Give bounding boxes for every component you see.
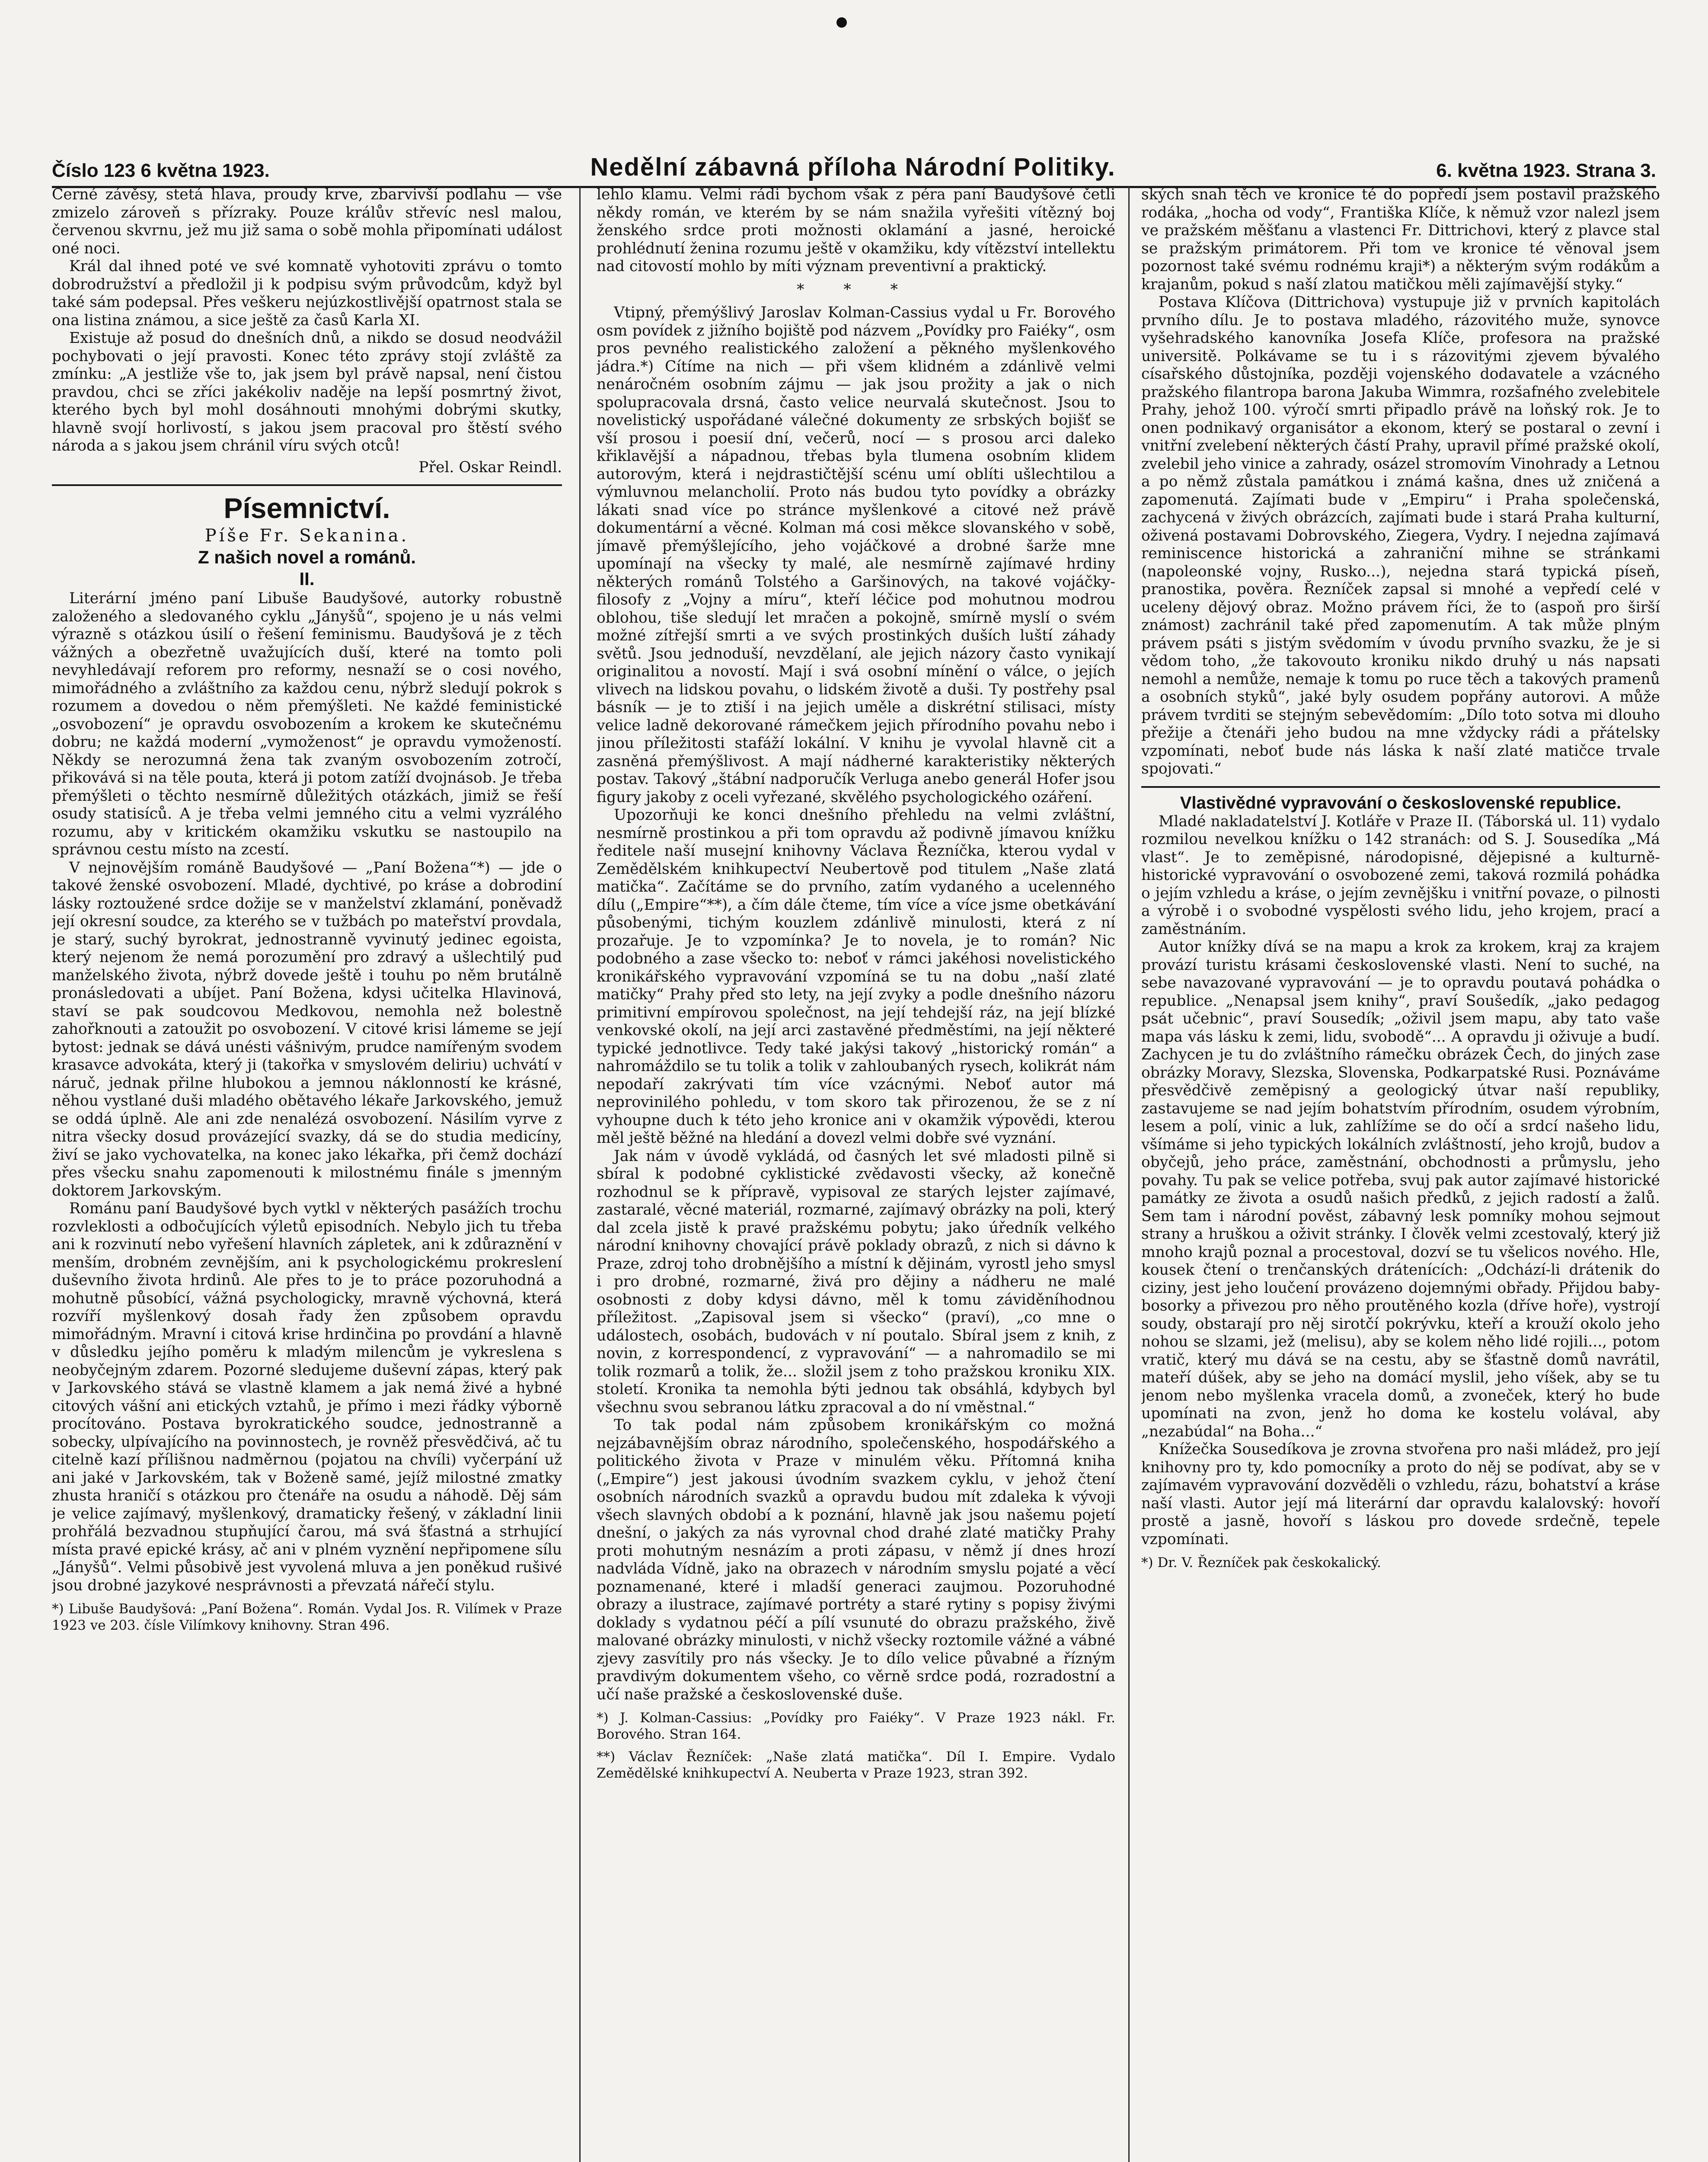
footnote: *) J. Kolman-Cassius: „Povídky pro Faiéky“. V Praze 1923 nákl. Fr. Borového. Stran 164. bbox=[597, 1710, 1115, 1742]
paragraph: To tak podal nám způsobem kronikářským co možná nejzábavnějším obraz národního, společenského, hospodářského a politického života v Praze v minulém věku. Přítomná kniha („Empire“) jest jakousi úvodním svazkem cyklu, v jehož čtení osobních národních svazků a opravdu budou mít zdaleka k vývoji všech slavných období a k poznání, hlavně jak jsou našemu pojetí dnešní, o jakých za nás vyrovnal chod drahé zlaté matičky Prahy proti mohutným nesnázím a proti zápasu, v němž jí dnes hrozí nadvláda Vídně, jako na obrazech v národním smyslu pojaté a věcí poznamenané, které i mladší generaci zaujmou. Pozoruhodné obrazy a ilustrace, zajímavé portréty a staré rytiny s popisy živými doklady s vydatnou péčí a pílí vsunuté do obrazu pražského, živě malované obrázky minulosti, v nichž všecky roztomile vážné a vábné zjevy zasvítily pro nás všecky. Je to dílo velice půvabné a řízným pravdivým dokumentem všeho, co věrně srdce podá, rozradostní a učí naše pražské a československé duše. bbox=[597, 1417, 1115, 1703]
section-subtitle: Z našich novel a románů. bbox=[198, 547, 416, 567]
paragraph: lehlo klamu. Velmi rádi bychom však z péra paní Baudyšové četli někdy román, ve kterém by se nám snažila vyřešiti vítězný boj ženského srdce proti možnosti oklamání a jasné, heroické prohlédnutí ženina rozumu ještě v okamžiku, kdy vítězství intellektu nad citovostí mohlo by míti význam preventivní a praktický. bbox=[597, 186, 1115, 275]
translator-signature: Přel. Oskar Reindl. bbox=[418, 458, 562, 476]
paragraph: Mladé nakladatelství J. Kotláře v Praze II. (Táborská ul. 11) vydalo rozmilou nevelkou knížku o 142 stranách: od S. J. Sousedíka „Má vlast“. Je to zeměpisné, národopisné, dějepisné a kulturně-historické vypravování o osvobozené zemi, taková rozmilá pohádka o jejím vzhledu a kráse, o jejím zevnějšku i vnitřní povaze, o pilnosti a výrobě i o svobodné vyspělosti svého lidu, jeho krojem, prací a zaměstnáním. bbox=[1141, 812, 1660, 938]
paragraph: Upozorňuji ke konci dnešního přehledu na velmi zvláštní, nesmírně prostinkou a při tom opravdu až podivně jímavou knížku ředitele naší musejní knihovny Václava Řezníčka, kterou vydal v Zemědělském knihkupectví Neubertově pod titulem „Naše zlatá matička“. Začítáme se do prvního, zatím vydaného a ucelenného dílu („Empire“**), a čím dále čteme, tím více a více jsme obetkávání působenými, tichým kouzlem zdánlivě minulosti, která z ní prozařuje. Je to vzpomínka? Je to novela, je to román? Nic podobného a zase všecko to: neboť v rámci jakéhosi novelistického kronikářského vypravování vzpomíná se tu na dobu „naší zlaté matičky“ Prahy před sto lety, na její zvyky a podle dnešního názoru primitivní empírovou společnost, na její tehdejší ráz, na její blízké venkovské okolí, na její arci zastavěné předměstími, na její některé typické jednotlivce. Tedy také jakýsi takový „historický román“ a nahromáždilo se tu tolik a tolik v zahloubaných rysech, kolikrát nám nepodaří zakrývati tím více vzácnými. Neboť autor má neprovinilého pohledu, v tom skoro tak přirozenou, že se z ní vyhoupne duch k této jeho kronice ani v okamžik výpovědi, kterou měl ještě běžné na hledání a dovezl velmi dobře své vyznání. bbox=[597, 806, 1115, 1147]
section-divider bbox=[52, 484, 562, 486]
column-1 bbox=[52, 186, 562, 2162]
punch-hole bbox=[836, 17, 847, 28]
footnote: *) Libuše Baudyšová: „Paní Božena“. Román. Vydal Jos. R. Vilímek v Praze 1923 ve 203. čísle Vilímkovy knihovny. Stran 496. bbox=[52, 1601, 562, 1633]
column-divider bbox=[579, 186, 581, 2162]
paragraph: Literární jméno paní Libuše Baudyšové, autorky robustně založeného a sledovaného cyklu „Jányšů“, spojeno je u nás velmi výrazně s otázkou úsilí o řešení feminismu. Baudyšová je z těch vážných a obezřetně uvažujících duší, které na tomto poli nevyhledávají reforem pro reformy, nesnaží se o cosi nového, mimořádného a zvláštního za každou cenu, nýbrž sledují pokrok s rozumem a dovedou o něm přemýšleti. Ne každé feministické „osvobození“ je opravdu osvobozením a krokem ke skutečnému dobru; ne každá moderní „vymoženost“ je opravdu vymožeností. Někdy se nerozumná žena tak zvaným osvobozením zotročí, přikovává si na těle pouta, která ji potom zatíží dvojnásob. Je třeba přemýšleti o těchto nesmírně důležitých otázkách, jimiž se řeší osudy statisíců. A je třeba velmi jemného citu a velmi vyzrálého rozumu, aby v kritickém okamžiku vskutku se nastoupilo na správnou cestu místo na zcestí. bbox=[52, 590, 562, 858]
column-2 bbox=[597, 186, 1115, 2162]
paragraph: Postava Klíčova (Dittrichova) vystupuje již v prvních kapitolách prvního dílu. Je to postava mladého, rázovitého muže, synovce vyšehradského kanovníka Josefa Klíče, profesora na pražské universitě. Polkávame se tu i s rázovitými zjevem bývalého císařského důstojníka, později vojenského dodavatele a vzácného pražského filantropa barona Jakuba Wimmra, rozšafného zvelebitele Prahy, jehož 100. výročí smrti připadlo právě na loňský rok. Je to onen podnikavý organisátor a ekonom, který se postaral o zevní i vnitřní zvelebení některých částí Prahy, upravil přímé pražské okolí, zvelebil jeho vinice a zahrady, osázel stromovím Vinohrady a Letnou a po němž zůstala památkou i známá kašna, dnes už zničená a zapomenutá. Zajímati bude v „Empiru“ i Praha společenská, zachycená v živých obrázcích, zajímati bude i stará Praha kulturní, oživená postavami Dobrovského, Ziegera, Vydry. I nejedna zajímavá reminiscence historická a zahraniční mihne se stránkami (napoleonské vojny, Rusko...), nejedna stará typická píseň, pranostika, pověra. Řezníček zapsal si mnohé a vepředí celé v uceleny dějový obraz. Možno právem říci, že to (aspoň pro širší známost) zachránil také před zapomenutím. A tak může plným právem psáti s jistým svědomím v úvodu prvního svazku, že je si vědom toho, „že takovouto kroniku nikdo druhý u nás napsati nemohl a nemůže, nemaje k tomu po ruce těch a takových pramenů a osobních styků“, jaké byly osudem popřány autorovi. A může právem tvrditi se stejným sebevědomím: „Dílo toto sotva mi dlouho přežije a čtenáři jeho budou na mne vždycky rádi a přátelsky vzpomínati, neboť bude nás láska k naší zlaté matičce trvale spojovati.“ bbox=[1141, 294, 1660, 777]
footnote: **) Václav Řezníček: „Naše zlatá matička“. Díl I. Empire. Vydalo Zemědělské knihkupectví A. Neuberta v Praze 1923, stran 392. bbox=[597, 1749, 1115, 1781]
date-page: 6. května 1923. Strana 3. bbox=[1436, 160, 1656, 181]
separator-stars: * * * bbox=[797, 281, 915, 298]
paragraph: Autor knížky dívá se na mapu a krok za krokem, kraj za krajem provází turistu krásami československé vlasti. Není to suché, na sebe navazované vypravování — je to opravdu poutavá pohádka o republice. „Nenapsal jsem knihy“, praví Soušedík, „jako pedagog psát učebnic“, praví Sousedík; „oživil jsem mapu, aby tato vaše mapa vás lásku k zemi, lidu, svobodě“... A opravdu ji oživuje a budí. Zachycen je tu do zvláštního rámečku obrázek Čech, do jiných zase obrázky Moravy, Slezska, Slovenska, Podkarpatské Rusi. Poznáváme přesvědčivě zeměpisný a geologický útvar naší republiky, zastavujeme se nad jejím bohatstvím přírodním, osudem výrobním, lesem a polí, vinic a luk, zahlížíme se do očí a srdcí našeho lidu, všímáme si jeho typických lokálních zvláštností, jeho krojů, budov a obyčejů, jeho práce, zaměstnání, obchodnosti a průmyslu, jeho povahy. Tu pak se velice potřeba, svuj pak autor zajímavé historické památky ze života a osudů našich předků, z jejich radostí a žalů. Sem tam i národní pověst, zábavný lesk pomníky mohou sejmout strany a hruškou a oživit stránky. I člověk velmi zcestovalý, který již mnoho krajů poznal a procestoval, dozví se tu všelicos nového. Hle, kousek čtení o trenčanských drátenících: „Odchází-li drátenik do ciziny, jest jeho loučení provázeno dojemnými obřady. Přijdou baby-bosorky a přivezou pro něho proutěného kozla (dříve hoře), vystrojí soudy, obstarají pro něj sirotčí pokrývku, kteří a krouží okolo jeho nohou se slzami, jež (melisu), aby se kolem něho lidé rojili..., potom vratič, který mu dává se na cestu, aby se šťastně domů navrátil, mateří dúšek, aby se jeho na domácí myslil, jeho víšek, aby se tu jenom nebo myšlenka vracela domů, a zvoneček, který ho bude upomínati na zvon, jenž ho doma ke kostelu volával, aby „nezabúdal“ na Boha...“ bbox=[1141, 938, 1660, 1440]
column-3 bbox=[1141, 186, 1660, 2162]
page-header bbox=[52, 147, 1656, 188]
paragraph: Jak nám v úvodě vykládá, od časných let své mladosti pilně si sbíral k podobné cyklistické zvědavosti všecky, až konečně rozhodnul se k přípravě, vypisoval ze starých lejster zajímavé, zastaralé, věcné materiál, rozmarné, zajímavý obrázky na poli, který dal zcela jistě k pravé pražskému pobytu; jako úředník velkého národní knihovny chovající právě poklady obrazů, z nich si dávno k Praze, zdroj toho drobnějšího a místní k dějinám, vyrostl jeho smysl i pro drobné, rozmarné, živá pro dějiny a nádheru ne malé osobnosti z doby kdysi dávno, měl k tomu záviděníhodnou příležitost. „Zapisoval jsem si všecko“ (praví), „co mne o událostech, osobách, budovách v ní poutalo. Sbíral jsem z knih, z novin, z korrespondencí, z vypravování“ — a nahromadilo se mi tolik rozmarů a tolik, že... složil jsem z toho pražskou kroniku XIX. století. Kronika ta nemohla býti jednou tak obsáhlá, kdybych byl všechnu svou sebranou látku zpracoval a do ní vměstnal.“ bbox=[597, 1147, 1115, 1416]
section-number: II. bbox=[299, 569, 315, 589]
section-divider bbox=[1141, 786, 1660, 788]
footnote: *) Dr. V. Řezníček pak českokalický. bbox=[1141, 1555, 1381, 1570]
paragraph: Vtipný, přemýšlivý Jaroslav Kolman-Cassius vydal u Fr. Borového osm povídek z jižního bojiště pod názvem „Povídky pro Faiéky“, osm pros pevného realistického založení a pěkného myšlenkového jádra.*) Cítíme na nich — při všem klidném a zdánlivě velmi nenáročném osobním zájmu — jak jsou prožity a jak o nich spolupracovala drsná, často velice neurvalá skutečnost. Jsou to novelistický uspořádané válečné dokumenty ze srbských bojišť se vší prosou i poesií dní, večerů, nocí — s prosou arci daleko křiklavější a nápadnou, třebas byla tlumena osobním klidem autorovým, která i nejdrastičtější scénu umí oblíti ušlechtilou a výmluvnou melancholií. Proto nás budou tyto povídky a obrázky lákati snad více po stránce myšlenkové a citové než právě dokumentární a věcné. Kolman má cosi měkce slovanského v sobě, jímavě přemýšlejícího, jeho vojáčkové a drobné šarže mne upomínají na všecky ty malé, ale nesmírně zajímavé hrdiny některých románů Tolstého a Garšinových, na takové vojáčky-filosofy z „Vojny a míru“, kteří léčice pod mohutnou modrou oblohou, tiše sledují let mračen a pokojně, smírně myslí o svém možné zítřejší smrti a ve svých prostinkých duších luští záhady světů. Jsou jednoduší, nevzdělaní, ale jejich názory často vynikají originalitou a novostí. Mají i svá osobní mínění o válce, o jejích vlivech na lidskou povahu, o lidském životě a duši. Ty postřehy psal básník — je to ztiší i na jejich uměle a diskrétní stilisaci, místy velice ladně dekorované rámečkem jejich přírodního povahu nebo i jinou příležitosti stafáží lokální. V knihu je vyvolal hlavně cit a zasněná přemýšlivost. A mají nádherné karakteristiky některých postav. Takový „štábní nadporučík Verluga anebo generál Hofer jsou figury jakoby z oceli vyřezané, skvělého psychologického ozáření. bbox=[597, 304, 1115, 806]
paragraph: V nejnovějším románě Baudyšové — „Paní Božena“*) — jde o takové ženské osvobození. Mladé, dychtivé, po kráse a dobrodiní lásky roztoužené srdce dožije se v manželství zklamání, poněvadž její okresní soudce, za kterého se v tužbách po mateřství provdala, je starý, suchý byrokrat, jednostranně vyvinutý jedinec egoista, který nejenom že nemá porozumění pro zdravý a ušlechtilý pud manželského života, nýbrž dovede ještě i touhu po něm brutálně pronásledovati a ubíjet. Paní Božena, kdysi učitelka Hlavinová, staví se pak soudcovou Medkovou, nemohla než bolestně zahořknouti a zatoužit po osvobození. V citové krisi lámeme se její bytost: jednak se dává unésti vášnivým, prudce namířeným svodem krasavce advokáta, který ji (takořka v smyslovém deliriu) uchvátí v náruč, jednak přilne hlubokou a jemnou náklonností ke krásné, něhou vystlané duši mladého obětavého lékaře Jarkovského, jemuž se oddá úplně. Ale ani zde nenalézá osvobození. Násilím vyrve z nitra všecky dosud provázející svazky, dá se do studia medicíny, živí se jako vychovatelka, na konec jako lékařka, při čemž dochází přes všecku snahu zapomenouti k milostnému finále s jmenným doktorem Jarkovským. bbox=[52, 859, 562, 1199]
paragraph: Král dal ihned poté ve své komnatě vyhotoviti zprávu o tomto dobrodružství a předložil ji k podpisu svým průvodcům, když byl také sám podepsal. Přes veškeru nejúzkostlivější opatrnost stala se ona listina známou, a sice ještě za časů Karla XI. bbox=[52, 258, 562, 329]
paragraph: Existuje až posud do dnešních dnů, a nikdo se dosud neodvážil pochybovati o její pravosti. Konec této zprávy stojí zvláště za zmínku: „A jestliže vše to, jak jsem byl právě napsal, není čistou pravdou, chci se zříci jakékoliv naděje na lepší posmrtný život, kterého bych byl mohl dosáhnouti mnohými dobrými skutky, hlavně svojí horlivostí, s jakou jsem pracoval pro štěstí svého národa a s jakou jsem chránil víru svých otců! bbox=[52, 329, 562, 454]
paragraph: Knížečka Sousedíkova je zrovna stvořena pro naši mládež, pro její knihovny pro ty, kdo pomocníky a proto do něj se podívat, aby se v zajímavém vypravování dozvěděli o vzhledu, rázu, bohatství a kráse naší vlasti. Autor její má literární dar opravdu kalalovský: hovoří prostě a jasně, hovoří s láskou pro dovede srdečně, tepele vzpomínati. bbox=[1141, 1441, 1660, 1548]
section-title: Vlastivědné vypravování o československé republice. bbox=[1180, 793, 1622, 812]
paragraph: Románu paní Baudyšové bych vytkl v některých pasážích trochu rozvleklosti a odbočujících výletů episodních. Nebylo jich tu třeba ani k rozvinutí nebo vyřešení hlavních zápletek, ani k zdůraznění v menším, drobném zevnějším, ani k psychologickému prokreslení duševního života hrdinů. Ale přes to je to práce pozoruhodná a mohutně působící, vážná psychologicky, mravně výchovná, která rozvíří myšlenkový dosah řady žen způsobem opravdu mimořádným. Mravní i citová krise hrdinčina po provdání a hlavně v důsledku jejího poměru k mladým milencům je vykreslena s neobyčejným zdarem. Pozorné sledujeme duševní zápas, který pak v Jarkovského stává se vlastně klamem a jak nemá živé a hybné citových vášní ani etických vztahů, je přímo i mezi řádky výborně procítováno. Postava byrokratického soudce, jednostranně a sobecky, ulpívajícího na povinnostech, je rovněž přesvědčivá, ač tu citelně kazí přílišnou nadměrnou (pojatou na chvíli) vyčerpání už ani jaké v Jarkovském, tak v Boženě samé, jejíž milostné zmatky zhusta hraničí s otázkou pro čtenáře na osudu a náhodě. Děj sám je velice zajímavý, myšlenkový, dramaticky řešený, v základní linii prohřálá bezvadnou stupňující čarou, má svá šťastná a strhující místa pravé epické krásy, ač ani v plném vyznění nepřipomene sílu „Jányšů“. Velmi působivě jest vyvolená mluva a jen poněkud rušivé jsou drobné jazykové nesprávnosti a převzatá nářečí stylu. bbox=[52, 1200, 562, 1594]
section-author: Píše Fr. Sekanina. bbox=[204, 526, 409, 546]
section-title: Písemnictví. bbox=[223, 492, 390, 524]
publication-title: Nedělní zábavná příloha Národní Politiky. bbox=[590, 153, 1116, 181]
column-divider bbox=[1128, 186, 1130, 2162]
paragraph: ských snah těch ve kronice té do popředí jsem postavil pražského rodáka, „hocha od vody“, Františka Klíče, k němuž vzor nalezl jsem ve pražském měšťanu a vlastenci Fr. Dittrichovi, který z plavce stal se pražským primátorem. Při tom ve kronice té věnoval jsem pozornost také svému rodnému kraji*) a některým svým rodákům a krajanům, pokud s naší zlatou matičkou měli zajímavější styky.“ bbox=[1141, 186, 1660, 293]
paragraph: Černé závěsy, stetá hlava, proudy krve, zbarvivší podlahu — vše zmizelo zároveň s přízraky. Pouze králův střevíc nesl malou, červenou skvrnu, jež mu již sama o sobě mohla připomínati událost oné noci. bbox=[52, 186, 562, 257]
issue-number: Číslo 123 6 května 1923. bbox=[52, 160, 270, 181]
